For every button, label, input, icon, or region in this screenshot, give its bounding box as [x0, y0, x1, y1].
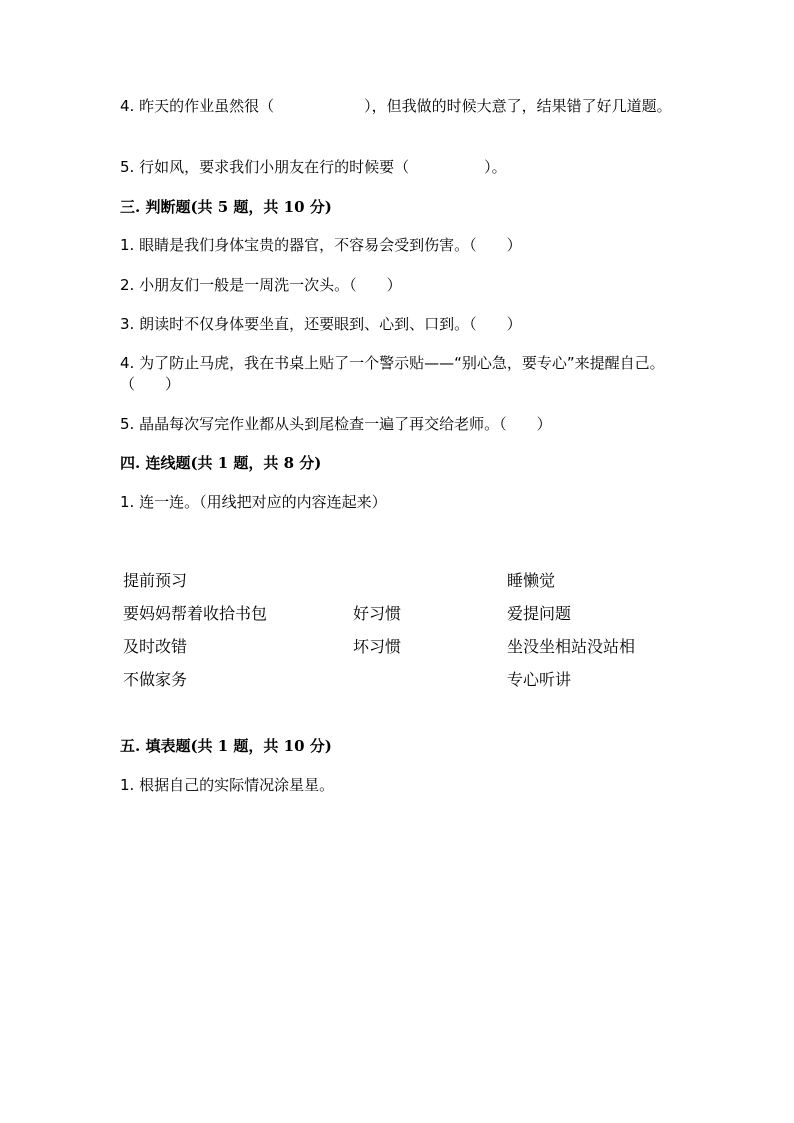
matching-left-item: 要妈妈帮着收拾书包 [123, 604, 268, 623]
matching-left-item: 及时改错 [123, 637, 188, 656]
fill-blank-question-5: 5. 行如风，要求我们小朋友在行的时候要（ ）。 [120, 158, 507, 176]
judge-question-5: 5. 晶晶每次写完作业都从头到尾检查一遍了再交给老师。（ ） [120, 415, 552, 433]
judge-question-1: 1. 眼睛是我们身体宝贵的器官，不容易会受到伤害。（ ） [120, 236, 522, 254]
judge-section-heading: 三. 判断题(共 5 题，共 10 分) [120, 198, 332, 216]
matching-section-heading: 四. 连线题(共 1 题，共 8 分) [120, 454, 322, 472]
matching-right-item: 坐没坐相站没站相 [507, 637, 636, 656]
matching-right-item: 睡懒觉 [507, 571, 556, 590]
table-section-heading: 五. 填表题(共 1 题，共 10 分) [120, 737, 332, 755]
matching-left-item: 提前预习 [123, 571, 188, 590]
judge-question-3: 3. 朗读时不仅身体要坐直，还要眼到、心到、口到。（ ） [120, 315, 522, 333]
matching-left-item: 不做家务 [123, 670, 188, 689]
judge-question-2: 2. 小朋友们一般是一周洗一次头。（ ） [120, 276, 402, 294]
matching-right-item: 爱提问题 [507, 604, 572, 623]
matching-question: 1. 连一连。（用线把对应的内容连起来） [120, 493, 387, 511]
matching-middle-item: 坏习惯 [353, 637, 402, 656]
matching-middle-item: 好习惯 [353, 604, 402, 623]
table-question: 1. 根据自己的实际情况涂星星。 [120, 776, 335, 794]
matching-right-item: 专心听讲 [507, 670, 572, 689]
judge-question-4: 4. 为了防止马虎，我在书桌上贴了一个警示贴——“别心急，要专心”来提醒自己。（ ） [120, 354, 665, 393]
fill-blank-question-4: 4. 昨天的作业虽然很（ ），但我做的时候大意了，结果错了好几道题。 [120, 97, 672, 115]
